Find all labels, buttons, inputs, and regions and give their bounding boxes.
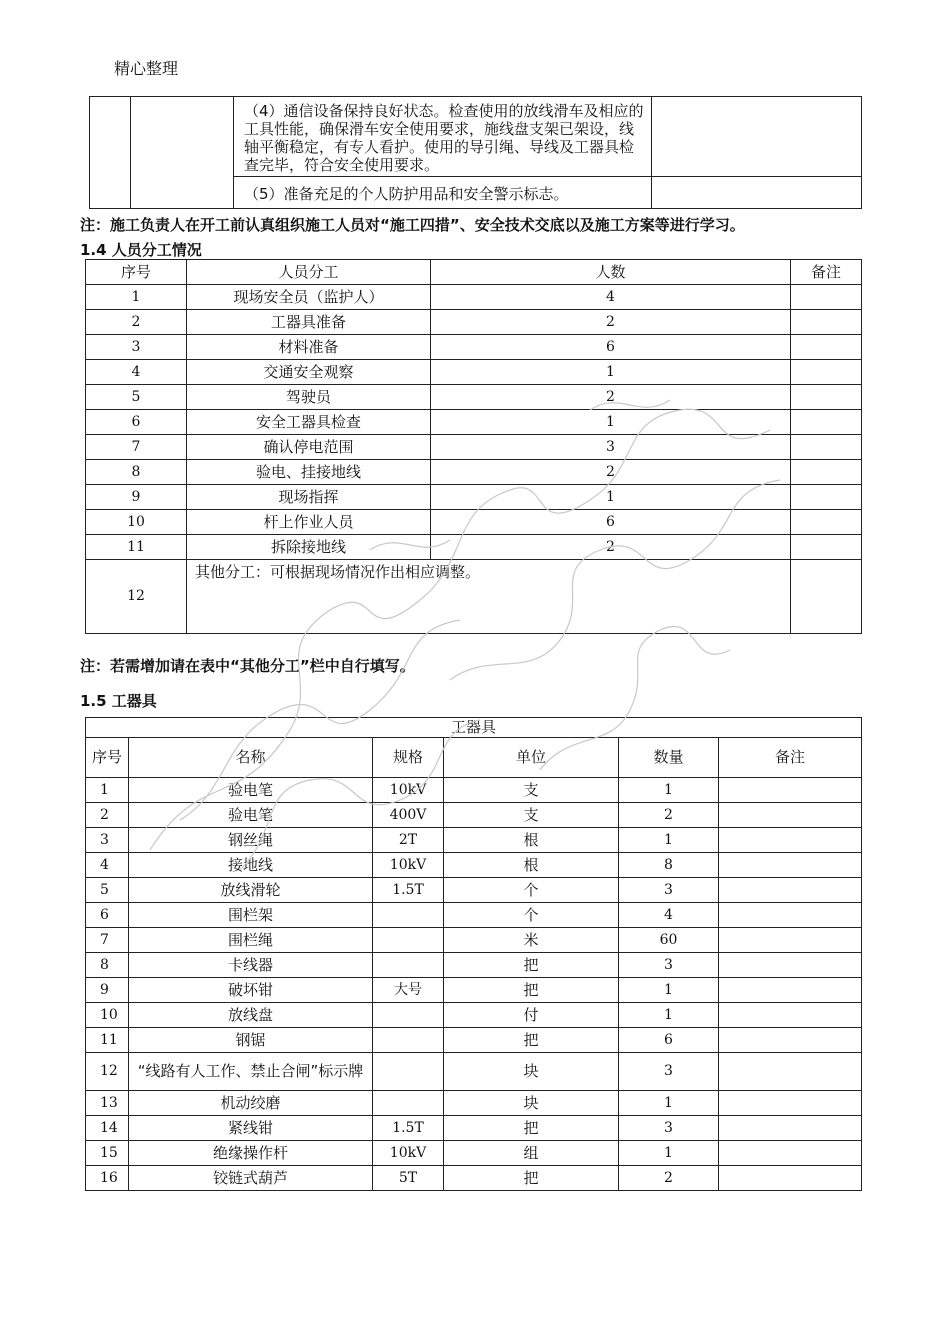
table-cell: 工器具准备 [187,310,431,335]
table-cell: 1.5T [373,878,444,903]
table-cell: 1 [619,828,719,853]
table-cell: 3 [619,878,719,903]
table-caption-row [86,718,862,738]
table-cell [791,460,862,485]
table-cell: 确认停电范围 [187,435,431,460]
table-row [86,360,862,385]
table-cell: 6 [431,335,791,360]
table-cell: 2 [619,1166,719,1191]
requirement-item-5: （5）准备充足的个人防护用品和安全警示标志。 [234,177,652,209]
table-cell: 把 [444,1116,619,1141]
column-header: 名称 [129,738,373,778]
table-cell: 杆上作业人员 [187,510,431,535]
table-cell [791,535,862,560]
table-cell [791,285,862,310]
table-row [86,460,862,485]
table-row [86,878,862,903]
table-cell: 10 [86,510,187,535]
table-cell [719,828,862,853]
table-row [86,953,862,978]
table-cell: 1 [86,778,129,803]
table-cell: 2 [431,310,791,335]
staff-assignment-table [85,259,862,634]
table-cell [719,878,862,903]
table-cell: 8 [86,953,129,978]
table-cell: 2 [431,535,791,560]
table-cell [719,928,862,953]
table-cell: 围栏架 [129,903,373,928]
table-cell: 围栏绳 [129,928,373,953]
table-cell: 9 [86,485,187,510]
table-row [86,853,862,878]
table-cell: 12 [86,1053,129,1091]
table-cell: 卡线器 [129,953,373,978]
table-cell [791,335,862,360]
table-row [86,285,862,310]
table-cell: 6 [619,1028,719,1053]
table-cell: 验电笔 [129,803,373,828]
table-cell: 把 [444,1028,619,1053]
table-cell: 1 [431,360,791,385]
table-cell: 2 [86,803,129,828]
table-row [86,410,862,435]
table-row [86,310,862,335]
column-header: 规格 [373,738,444,778]
table-cell: 14 [86,1116,129,1141]
table-cell: 1 [431,485,791,510]
table-cell: 4 [86,360,187,385]
table-cell: 5 [86,878,129,903]
column-header: 数量 [619,738,719,778]
table-row [86,978,862,1003]
table-header-row [86,260,862,285]
table-cell: 1 [619,1003,719,1028]
table-cell: 16 [86,1166,129,1191]
table-cell: 支 [444,778,619,803]
table-cell [373,928,444,953]
table-cell: 根 [444,828,619,853]
table-cell [373,953,444,978]
table-cell: 3 [86,335,187,360]
table-cell: 把 [444,1166,619,1191]
table-cell: 4 [86,853,129,878]
table-cell: 10kV [373,778,444,803]
table-cell [791,510,862,535]
table-cell [791,310,862,335]
table-cell [719,953,862,978]
table-row [86,903,862,928]
table-cell: 6 [431,510,791,535]
table-cell: 付 [444,1003,619,1028]
column-header: 序号 [86,738,129,778]
section-title-tools: 1.5 工器具 [80,692,157,710]
table-cell: 4 [431,285,791,310]
table-cell: 11 [86,1028,129,1053]
column-header: 人员分工 [187,260,431,285]
table-cell: 1 [86,285,187,310]
table-cell [373,1091,444,1116]
table-cell [373,903,444,928]
column-header: 备注 [791,260,862,285]
table-cell [373,1053,444,1091]
table-cell: 交通安全观察 [187,360,431,385]
table-cell: 2 [86,310,187,335]
table-cell: 放线滑轮 [129,878,373,903]
requirement-item-4: （4）通信设备保持良好状态。检查使用的放线滑车及相应的工具性能，确保滑车安全使用要求，施线盘支架已架设，线轴平衡稳定，有专人看护。使用的导引绳、导线及工器具检查完毕，符合安全使用要求。 [234,97,652,177]
table-row [86,803,862,828]
table-cell: 铰链式葫芦 [129,1166,373,1191]
table-row [86,778,862,803]
table-cell: 11 [86,535,187,560]
table-cell [791,385,862,410]
table-cell: 验电笔 [129,778,373,803]
table-cell: 5T [373,1166,444,1191]
table-cell: 4 [619,903,719,928]
table-row [90,97,862,177]
page-header-title: 精心整理 [114,59,179,78]
table-cell: 2T [373,828,444,853]
table-cell: 1 [619,778,719,803]
table-cell: 12 [86,560,187,634]
table-cell: 10kV [373,853,444,878]
table-cell: 3 [86,828,129,853]
table-cell: 块 [444,1053,619,1091]
table-row [86,335,862,360]
table-cell: 7 [86,928,129,953]
table-cell: 1.5T [373,1116,444,1141]
table-cell: 3 [431,435,791,460]
table-cell: 15 [86,1141,129,1166]
table-cell: 10kV [373,1141,444,1166]
table-row [86,535,862,560]
table-cell: 现场指挥 [187,485,431,510]
table-cell [719,903,862,928]
table-cell: 1 [431,410,791,435]
table-cell [373,1003,444,1028]
table-cell: 6 [86,903,129,928]
table-cell [719,1116,862,1141]
table-row [86,510,862,535]
table-cell: 2 [619,803,719,828]
table-cell [719,1091,862,1116]
table-cell: 大号 [373,978,444,1003]
table-cell [719,778,862,803]
table-cell: 机动绞磨 [129,1091,373,1116]
table-cell [719,1003,862,1028]
table-cell [373,1028,444,1053]
continued-requirements-table [89,96,862,209]
table-row [86,485,862,510]
table-cell [719,978,862,1003]
table-cell: 钢丝绳 [129,828,373,853]
table-cell: 钢锯 [129,1028,373,1053]
table-cell [719,853,862,878]
table-cell: 3 [619,1116,719,1141]
table-cell: 1 [619,1091,719,1116]
table-row [86,928,862,953]
table-cell: 400V [373,803,444,828]
column-header: 单位 [444,738,619,778]
table-cell: 13 [86,1091,129,1116]
table-header-row [86,738,862,778]
table-row [86,1141,862,1166]
table-cell [90,97,131,209]
table-cell: 60 [619,928,719,953]
table-cell: 3 [619,953,719,978]
table-cell [719,1053,862,1091]
table-cell: 5 [86,385,187,410]
table-cell [719,1028,862,1053]
table-cell [719,1166,862,1191]
column-header: 人数 [431,260,791,285]
table-cell: 支 [444,803,619,828]
table-cell: 把 [444,953,619,978]
table-row [86,385,862,410]
column-header: 备注 [719,738,862,778]
table-cell: 安全工器具检查 [187,410,431,435]
table-row [86,1003,862,1028]
table-cell: 块 [444,1091,619,1116]
table-cell: 1 [619,1141,719,1166]
table-cell: 材料准备 [187,335,431,360]
table-cell [791,435,862,460]
table-cell: 根 [444,853,619,878]
tools-table-caption: 工器具 [86,718,862,738]
table-row [86,435,862,460]
other-assignment-cell: 其他分工：可根据现场情况作出相应调整。 [187,560,791,634]
table-cell: 拆除接地线 [187,535,431,560]
table-cell: 验电、挂接地线 [187,460,431,485]
table-cell: 8 [86,460,187,485]
table-cell [791,410,862,435]
table-row [86,1091,862,1116]
table-cell [719,803,862,828]
table-cell: 现场安全员（监护人） [187,285,431,310]
table-cell: 7 [86,435,187,460]
table-cell: 个 [444,878,619,903]
table-cell [652,177,862,209]
table-row [86,560,862,634]
table-cell: 3 [619,1053,719,1091]
table-cell: 紧线钳 [129,1116,373,1141]
table-cell: 6 [86,410,187,435]
table-cell [131,97,234,209]
table-cell: 破坏钳 [129,978,373,1003]
table-cell: 驾驶员 [187,385,431,410]
column-header: 序号 [86,260,187,285]
table-cell [791,360,862,385]
table-cell: 接地线 [129,853,373,878]
tools-table [85,717,862,1191]
table-cell: 把 [444,978,619,1003]
table-cell: 2 [431,460,791,485]
table-row [86,1053,862,1091]
table-cell: 2 [431,385,791,410]
table-cell [791,485,862,510]
table-cell: 10 [86,1003,129,1028]
table-cell: 8 [619,853,719,878]
table-cell: 组 [444,1141,619,1166]
table-row [86,1116,862,1141]
table-cell: 米 [444,928,619,953]
table-row [86,1166,862,1191]
table-cell: 个 [444,903,619,928]
section-title-staff: 1.4 人员分工情况 [80,241,202,259]
table-cell: 绝缘操作杆 [129,1141,373,1166]
table-cell: 放线盘 [129,1003,373,1028]
table-cell [719,1141,862,1166]
table-row [86,1028,862,1053]
note-training: 注：施工负责人在开工前认真组织施工人员对“施工四措”、安全技术交底以及施工方案等进行学习。 [80,216,745,234]
table-cell: 9 [86,978,129,1003]
table-cell: “线路有人工作、禁止合闸”标示牌 [129,1053,373,1091]
note-other-assignment: 注：若需增加请在表中“其他分工”栏中自行填写。 [80,657,415,675]
table-cell: 1 [619,978,719,1003]
table-cell [791,560,862,634]
table-cell [652,97,862,177]
table-row [86,828,862,853]
